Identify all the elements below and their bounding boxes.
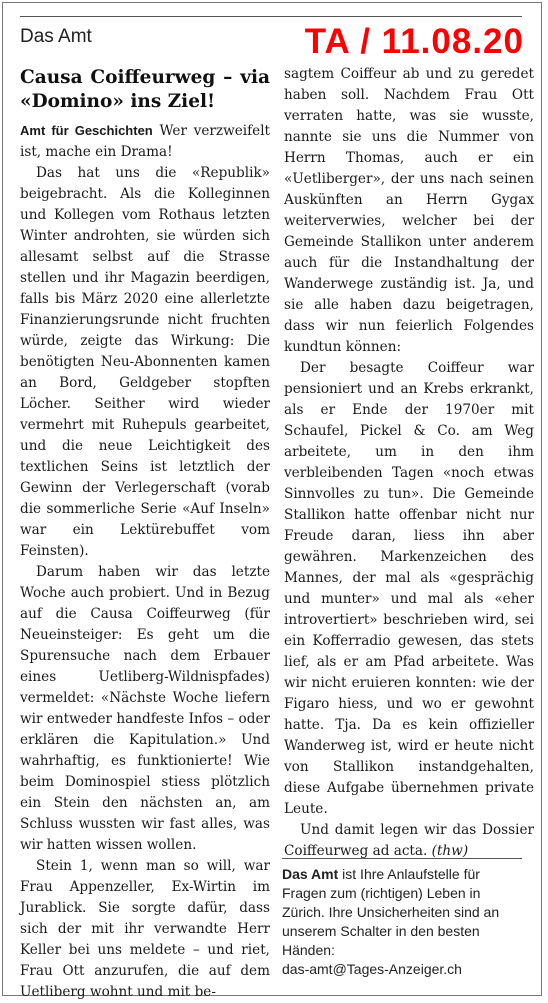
kicker: Amt für Geschichten — [20, 123, 153, 138]
author-signature: (thw) — [431, 843, 469, 859]
paragraph: Stein 1, wenn man so will, war Frau Appenzeller, Ex-Wirtin im Jurablick. Sie sorgte dafür, dass sich der mit ihr verwandte Herr Keller bei uns meldete – und riet, Frau Ott anzurufen, die auf dem Uetliberg wohnt und mit be- — [20, 858, 270, 1000]
lead-text: Wer verzweifelt ist, mache ein Drama! — [20, 123, 271, 160]
closing-text: Und damit legen wir das Dossier Coiffeurweg ad acta. — [284, 822, 534, 859]
paragraph: Der besagte Coiffeur war pensioniert und an Krebs erkrankt, als er Ende der 1970er mit Schaufel, Pickel & Co. am Weg arbeitete, um in den ihm verbleibenden Tagen «noch etwas Sinnvolles zu tun». Die Gemeinde Stallikon hatte offenbar nicht nur Freude daran, liess ihn aber gewähren. Markenzeichen des Mannes, der mal als «gesprächig und munter» und mal als «eher introvertiert» beschrieben wird, sei ein Kofferradio gewesen, das stets lief, als er am Pfad arbeitete. Was wir nicht eruieren konnten: wie der Figaro hiess, und wo er gewohnt hatte. Tja. Da es kein offizieller Wanderweg ist, wird er heute nicht von Stallikon instandgehalten, diese Aufgabe übernehmen private Leute. — [284, 360, 534, 817]
article-title: Causa Coiffeurweg – via «Domino» ins Ziel! — [20, 67, 270, 112]
column-right — [284, 64, 534, 862]
info-box — [282, 858, 522, 979]
closing-paragraph — [284, 820, 534, 862]
header-rule — [20, 16, 522, 17]
column-left — [20, 66, 270, 1003]
info-box-text: ist Ihre Anlaufstelle für Fragen zum (richtigen) Leben in Zürich. Ihre Unsicherheiten sind an unserem Schalter in den besten Händen: — [282, 866, 500, 958]
lead-paragraph — [20, 120, 270, 163]
date-stamp: TA / 11.08.20 — [304, 22, 524, 61]
paragraph: sagtem Coiffeur ab und zu geredet haben soll. Nachdem Frau Ott verraten hatte, was sie wusste, nannte sie uns die Nummer von Herrn Thomas, auch er ein «Uetliberger», der uns nach seinen Auskünften an Herrn Gygax weiterverwies, welcher bei der Gemeinde Stallikon unter anderem auch für die Instandhaltung der Wanderwege zuständig ist. Ja, und sie alle haben dazu beigetragen, dass wir nun feierlich Folgendes kundtun können: — [284, 66, 534, 355]
info-box-label: Das Amt — [282, 866, 339, 882]
section-label: Das Amt — [20, 26, 92, 47]
paragraph: Das hat uns die «Republik» beigebracht. Als die Kolleginnen und Kollegen vom Rothaus letzten Winter androhten, sie würden sich allesamt selbst auf die Strasse stellen und ihr Magazin beerdigen, falls bis März 2020 eine allerletzte Finanzierungsrunde nicht fruchten würde, zeigte das Wirkung: Die benötigten Neu-Abonnenten kamen an Bord, Geldgeber stopften Löcher. Seither wird wieder vermehrt mit Ruhepuls gearbeitet, und die neue Leichtigkeit des textlichen Seins ist letztlich der Gewinn der Verlegerschaft (vorab die sommerliche Serie «Auf Inseln» war ein Lektürebuffet vom Feinsten). — [20, 165, 270, 559]
paragraph: Darum haben wir das letzte Woche auch probiert. Und in Bezug auf die Causa Coiffeurweg (für Neueinsteiger: Es geht um die Spurensuche nach dem Erbauer eines Uetliberg-Wildnispfades) vermeldet: «Nächste Woche liefern wir entweder handfeste Infos – oder erklären die Kapitulation.» Und wahrhaftig, es funktionierte! Wie beim Dominospiel stiess plötzlich ein Stein den nächsten an, am Schluss wussten wir fast alles, was wir hatten wissen wollen. — [20, 564, 270, 853]
contact-email[interactable]: das-amt@Tages-Anzeiger.ch — [282, 961, 462, 977]
